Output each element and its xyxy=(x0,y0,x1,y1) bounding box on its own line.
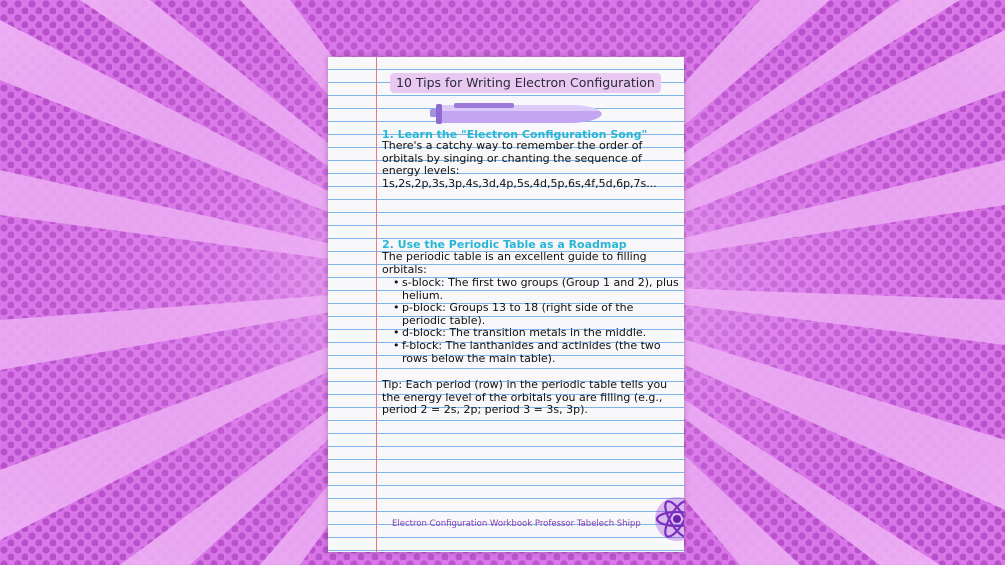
highlighter-pen-icon xyxy=(424,99,606,129)
tip2-intro: The periodic table is an excellent guide to filling orbitals: xyxy=(382,250,647,276)
list-item: • f-block: The lanthanides and actinides (the two rows below the main table). xyxy=(382,340,680,365)
atom-icon xyxy=(652,494,684,544)
margin-line xyxy=(376,57,377,552)
tip2-heading: 2. Use the Periodic Table as a Roadmap xyxy=(382,238,627,251)
list-item: • d-block: The transition metals in the middle. xyxy=(382,327,680,340)
tip1-body xyxy=(382,140,680,190)
footer-credit: Electron Configuration Workbook Professor Tabelech Shipp xyxy=(392,519,641,529)
tip1-text: There's a catchy way to remember the order of orbitals by singing or chanting the sequence of energy levels: xyxy=(382,139,643,178)
tip2-note: Tip: Each period (row) in the periodic table tells you the energy level of the orbitals you are filling (e.g., period 2 = 2s, 2p; period 3 = 3s, 3p). xyxy=(382,378,668,417)
list-item: • p-block: Groups 13 to 18 (right side of the periodic table). xyxy=(382,302,680,327)
tip1-sequence: 1s,2s,2p,3s,3p,4s,3d,4p,5s,4d,5p,6s,4f,5d,6p,7s... xyxy=(382,176,657,190)
list-item: • s-block: The first two groups (Group 1 and 2), plus helium. xyxy=(382,277,680,302)
page-title: 10 Tips for Writing Electron Configuration xyxy=(390,73,661,93)
tip1-heading: 1. Learn the "Electron Configuration Song" xyxy=(382,128,648,141)
block-list xyxy=(382,277,680,365)
notebook-page xyxy=(328,57,684,552)
